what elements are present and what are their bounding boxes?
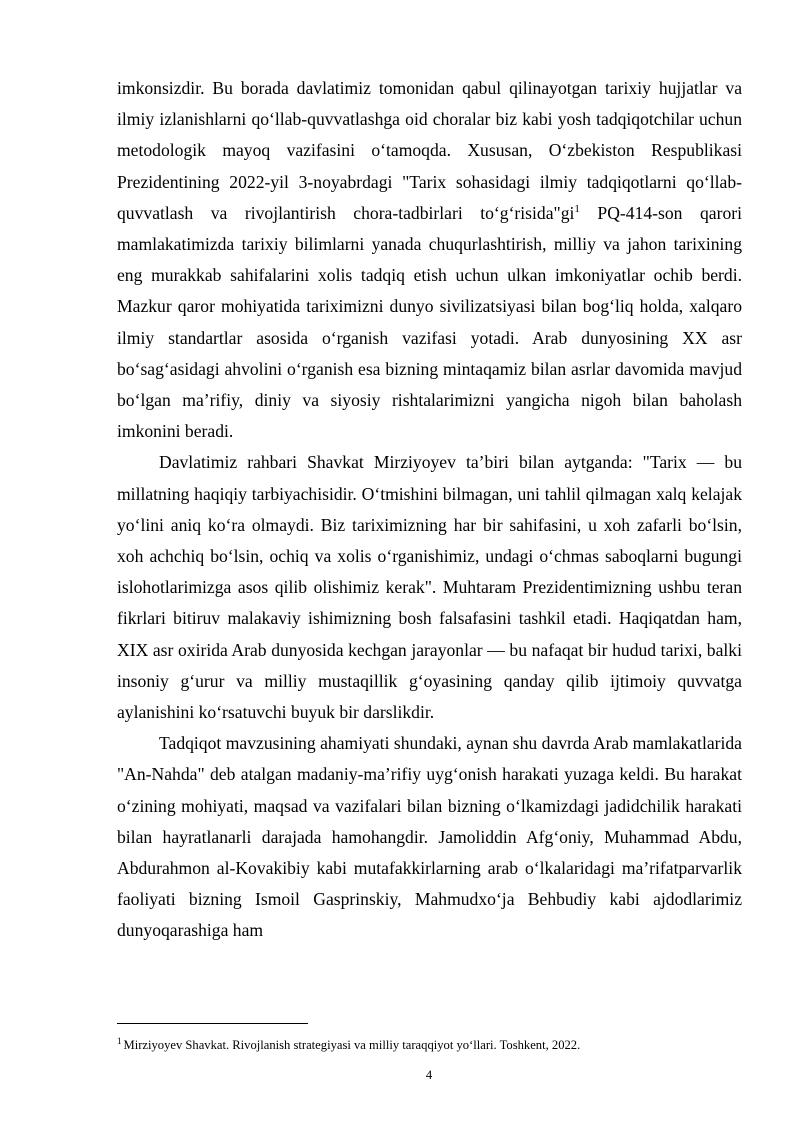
footnote-number: 1 (117, 1035, 122, 1046)
paragraph-1 (117, 73, 742, 447)
footnote-text: Mirziyoyev Shavkat. Rivojlanish strategiyasi va milliy taraqqiyot yo‘llari. Toshkent, 2022. (123, 1038, 581, 1052)
paragraph-3: Tadqiqot mavzusining ahamiyati shundaki, aynan shu davrda Arab mamlakatlarida "An-Nahda" deb atalgan madaniy-ma’rifiy uyg‘onish harakati yuzaga keldi. Bu harakat o‘zining mohiyati, maqsad va vazifalari bilan bizning o‘lkamizdagi jadidchilik harakati bilan hayratlanarli darajada hamohangdir. Jamoliddin Afg‘oniy, Muhammad Abdu, Abdurahmon al-Kovakibiy kabi mutafakkirlarning arab o‘lkalaridagi ma’rifatparvarlik faoliyati bizning Ismoil Gasprinskiy, Mahmudxo‘ja Behbudiy kabi ajdodlarimiz dunyoqarashiga ham (117, 733, 742, 941)
paragraph-1-text-before: imkonsizdir. Bu borada davlatimiz tomonidan qabul qilinayotgan tarixiy hujjatlar va ilmiy izlanishlarni qo‘llab-quvvatlashga oid choralar biz kabi yosh tadqiqotchilar uchun metodologik mayoq vazifasini o‘tamoqda. Xususan, O‘zbekiston Respublikasi Prezidentining 2022-yil 3-noyabrdagi "Tarix sohasidagi ilmiy tadqiqotlarni qo‘llab-quvvatlash va rivojlantirish chora-tadbirlari to‘g‘risida"gi (117, 78, 742, 223)
paragraph-1-text-after: PQ-414-son qarori mamlakatimizda tarixiy bilimlarni yanada chuqurlashtirish, milliy va jahon tarixining eng murakkab sahifalarini xolis tadqiq etish uchun ulkan imkoniyatlar ochib berdi. Mazkur qaror mohiyatida tariximizni dunyo sivilizatsiyasi bilan bog‘liq holda, xalqaro ilmiy standartlar asosida o‘rganish vazifasi yotadi. Arab dunyosining XX asr bo‘sag‘asidagi ahvolini o‘rganish esa bizning mintaqamiz bilan asrlar davomida mavjud bo‘lgan ma’rifiy, diniy va siyosiy rishtalarimizni yangicha nigoh bilan baholash imkonini beradi. (117, 202, 742, 442)
page-number: 4 (425, 1068, 433, 1082)
footnote-reference: 1 (574, 202, 580, 215)
footnote-divider (117, 1023, 308, 1024)
main-text (117, 73, 742, 947)
footnote (117, 1036, 742, 1054)
paragraph-2: Davlatimiz rahbari Shavkat Mirziyoyev ta’biri bilan aytganda: "Tarix — bu millatning haqiqiy tarbiyachisidir. O‘tmishini bilmagan, uni tahlil qilmagan xalq kelajak yo‘lini aniq ko‘ra olmaydi. Biz tariximizning har bir sahifasini, u xoh zafarli bo‘lsin, xoh achchiq bo‘lsin, ochiq va xolis o‘rganishimiz, undagi o‘chmas saboqlarni bugungi islohotlarimizga asos qilib olishimiz kerak". Muhtaram Prezidentimizning ushbu teran fikrlari bitiruv malakaviy ishimizning bosh falsafasini tashkil etadi. Haqiqatdan ham, XIX asr oxirida Arab dunyosida kechgan jarayonlar — bu nafaqat bir hudud tarixi, balki insoniy g‘urur va milliy mustaqillik g‘oyasining qanday qilib ijtimoiy quvvatga aylanishini ko‘rsatuvchi buyuk bir darslikdir. (117, 452, 742, 723)
